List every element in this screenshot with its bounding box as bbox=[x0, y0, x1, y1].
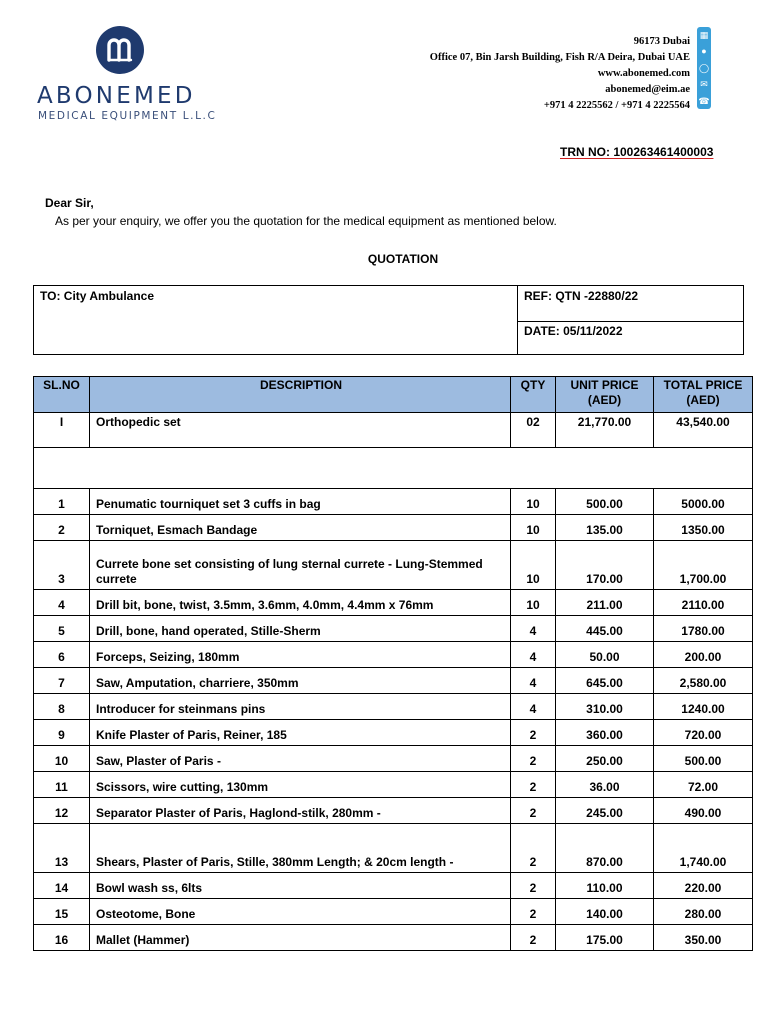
item-description: Bowl wash ss, 6lts bbox=[90, 873, 511, 899]
item-total-price: 5000.00 bbox=[654, 489, 753, 515]
item-description: Saw, Plaster of Paris - bbox=[90, 746, 511, 772]
location-pin-icon: ● bbox=[701, 46, 707, 57]
contact-block bbox=[430, 34, 690, 114]
item-sl: 1 bbox=[34, 489, 90, 515]
item-unit-price: 645.00 bbox=[556, 668, 654, 694]
company-logo bbox=[96, 26, 144, 74]
intro-text: As per your enquiry, we offer you the quotation for the medical equipment as mentioned below. bbox=[55, 214, 557, 228]
item-qty: 2 bbox=[511, 746, 556, 772]
group-description: Orthopedic set bbox=[90, 413, 511, 448]
quotation-table bbox=[33, 376, 753, 951]
item-description: Osteotome, Bone bbox=[90, 899, 511, 925]
item-description: Currete bone set consisting of lung sternal currete - Lung-Stemmed currete bbox=[90, 541, 511, 590]
salutation: Dear Sir, bbox=[45, 196, 94, 210]
table-row bbox=[34, 515, 753, 541]
item-description: Introducer for steinmans pins bbox=[90, 694, 511, 720]
item-unit-price: 250.00 bbox=[556, 746, 654, 772]
table-row bbox=[34, 824, 753, 873]
item-qty: 2 bbox=[511, 798, 556, 824]
item-sl: 13 bbox=[34, 824, 90, 873]
item-qty: 2 bbox=[511, 873, 556, 899]
recipient: TO: City Ambulance bbox=[40, 289, 155, 303]
item-description: Forceps, Seizing, 180mm bbox=[90, 642, 511, 668]
item-unit-price: 211.00 bbox=[556, 590, 654, 616]
item-description: Torniquet, Esmach Bandage bbox=[90, 515, 511, 541]
item-qty: 10 bbox=[511, 590, 556, 616]
item-total-price: 220.00 bbox=[654, 873, 753, 899]
item-sl: 5 bbox=[34, 616, 90, 642]
item-qty: 4 bbox=[511, 642, 556, 668]
item-unit-price: 500.00 bbox=[556, 489, 654, 515]
item-total-price: 1,740.00 bbox=[654, 824, 753, 873]
item-sl: 14 bbox=[34, 873, 90, 899]
group-qty: 02 bbox=[511, 413, 556, 448]
item-description: Saw, Amputation, charriere, 350mm bbox=[90, 668, 511, 694]
contact-email[interactable]: abonemed@eim.ae bbox=[605, 84, 690, 95]
trn-number: TRN NO: 100263461400003 bbox=[560, 145, 714, 159]
item-qty: 2 bbox=[511, 899, 556, 925]
item-unit-price: 310.00 bbox=[556, 694, 654, 720]
item-sl: 16 bbox=[34, 925, 90, 951]
table-row bbox=[34, 694, 753, 720]
item-description: Scissors, wire cutting, 130mm bbox=[90, 772, 511, 798]
item-description: Knife Plaster of Paris, Reiner, 185 bbox=[90, 720, 511, 746]
header-unit-price bbox=[556, 377, 654, 413]
item-total-price: 1350.00 bbox=[654, 515, 753, 541]
item-total-price: 500.00 bbox=[654, 746, 753, 772]
table-row bbox=[34, 746, 753, 772]
table-row bbox=[34, 668, 753, 694]
item-qty: 10 bbox=[511, 515, 556, 541]
item-total-price: 1240.00 bbox=[654, 694, 753, 720]
table-row bbox=[34, 642, 753, 668]
item-total-price: 490.00 bbox=[654, 798, 753, 824]
table-row bbox=[34, 925, 753, 951]
item-qty: 10 bbox=[511, 489, 556, 515]
item-sl: 12 bbox=[34, 798, 90, 824]
item-unit-price: 445.00 bbox=[556, 616, 654, 642]
item-sl: 2 bbox=[34, 515, 90, 541]
item-total-price: 72.00 bbox=[654, 772, 753, 798]
item-qty: 2 bbox=[511, 925, 556, 951]
item-sl: 4 bbox=[34, 590, 90, 616]
item-qty: 2 bbox=[511, 824, 556, 873]
item-sl: 9 bbox=[34, 720, 90, 746]
item-unit-price: 36.00 bbox=[556, 772, 654, 798]
document-title: QUOTATION bbox=[367, 252, 439, 266]
header-unit-price-line2: (AED) bbox=[587, 393, 622, 407]
contact-po-box: 96173 Dubai bbox=[633, 36, 690, 47]
item-unit-price: 140.00 bbox=[556, 899, 654, 925]
recipient-info-box bbox=[33, 285, 744, 355]
header-total-price-line1: TOTAL PRICE bbox=[663, 378, 743, 392]
table-row bbox=[34, 873, 753, 899]
item-unit-price: 175.00 bbox=[556, 925, 654, 951]
table-row bbox=[34, 798, 753, 824]
item-sl: 6 bbox=[34, 642, 90, 668]
item-total-price: 280.00 bbox=[654, 899, 753, 925]
item-qty: 2 bbox=[511, 772, 556, 798]
item-unit-price: 110.00 bbox=[556, 873, 654, 899]
item-total-price: 1,700.00 bbox=[654, 541, 753, 590]
item-qty: 4 bbox=[511, 668, 556, 694]
item-sl: 7 bbox=[34, 668, 90, 694]
item-description: Shears, Plaster of Paris, Stille, 380mm Length; & 20cm length - bbox=[90, 824, 511, 873]
header-description: DESCRIPTION bbox=[90, 377, 511, 413]
item-total-price: 2110.00 bbox=[654, 590, 753, 616]
item-unit-price: 870.00 bbox=[556, 824, 654, 873]
globe-icon: ◯ bbox=[698, 62, 710, 73]
table-row bbox=[34, 489, 753, 515]
header-total-price bbox=[654, 377, 753, 413]
contact-address: Office 07, Bin Jarsh Building, Fish R/A Deira, Dubai UAE bbox=[429, 52, 690, 63]
item-unit-price: 360.00 bbox=[556, 720, 654, 746]
table-row bbox=[34, 541, 753, 590]
item-total-price: 350.00 bbox=[654, 925, 753, 951]
envelope-icon: ✉ bbox=[700, 79, 708, 90]
header-sl-no: SL.NO bbox=[34, 377, 90, 413]
header-qty: QTY bbox=[511, 377, 556, 413]
item-sl: 3 bbox=[34, 541, 90, 590]
group-sl: I bbox=[34, 413, 90, 448]
item-total-price: 1780.00 bbox=[654, 616, 753, 642]
item-total-price: 200.00 bbox=[654, 642, 753, 668]
contact-website[interactable]: www.abonemed.com bbox=[597, 68, 690, 79]
header-unit-price-line1: UNIT PRICE bbox=[570, 378, 639, 392]
group-row bbox=[34, 413, 753, 448]
item-description: Penumatic tourniquet set 3 cuffs in bag bbox=[90, 489, 511, 515]
item-total-price: 720.00 bbox=[654, 720, 753, 746]
item-description: Mallet (Hammer) bbox=[90, 925, 511, 951]
header-total-price-line2: (AED) bbox=[686, 393, 720, 407]
group-unit-price: 21,770.00 bbox=[556, 413, 654, 448]
table-row bbox=[34, 616, 753, 642]
item-unit-price: 170.00 bbox=[556, 541, 654, 590]
spacer-row bbox=[34, 448, 753, 489]
contact-phone: +971 4 2225562 / +971 4 2225564 bbox=[543, 100, 690, 111]
item-unit-price: 245.00 bbox=[556, 798, 654, 824]
item-sl: 10 bbox=[34, 746, 90, 772]
table-header-row bbox=[34, 377, 753, 413]
company-name: ABONEMED bbox=[37, 83, 196, 109]
building-icon: ▦ bbox=[699, 30, 709, 40]
item-description: Separator Plaster of Paris, Haglond-stilk, 280mm - bbox=[90, 798, 511, 824]
item-sl: 15 bbox=[34, 899, 90, 925]
item-unit-price: 135.00 bbox=[556, 515, 654, 541]
item-qty: 4 bbox=[511, 616, 556, 642]
group-total-price: 43,540.00 bbox=[654, 413, 753, 448]
quotation-date: DATE: 05/11/2022 bbox=[524, 324, 623, 338]
reference-number: REF: QTN -22880/22 bbox=[524, 289, 639, 303]
item-sl: 11 bbox=[34, 772, 90, 798]
contact-icon-strip bbox=[697, 27, 711, 109]
item-qty: 4 bbox=[511, 694, 556, 720]
item-qty: 2 bbox=[511, 720, 556, 746]
table-row bbox=[34, 772, 753, 798]
table-row bbox=[34, 590, 753, 616]
table-row bbox=[34, 899, 753, 925]
item-unit-price: 50.00 bbox=[556, 642, 654, 668]
item-total-price: 2,580.00 bbox=[654, 668, 753, 694]
phone-icon: ☎ bbox=[698, 95, 710, 106]
item-sl: 8 bbox=[34, 694, 90, 720]
item-description: Drill bit, bone, twist, 3.5mm, 3.6mm, 4.0mm, 4.4mm x 76mm bbox=[90, 590, 511, 616]
item-qty: 10 bbox=[511, 541, 556, 590]
item-description: Drill, bone, hand operated, Stille-Sherm bbox=[90, 616, 511, 642]
company-subtitle: MEDICAL EQUIPMENT L.L.C bbox=[38, 110, 217, 122]
table-row bbox=[34, 720, 753, 746]
